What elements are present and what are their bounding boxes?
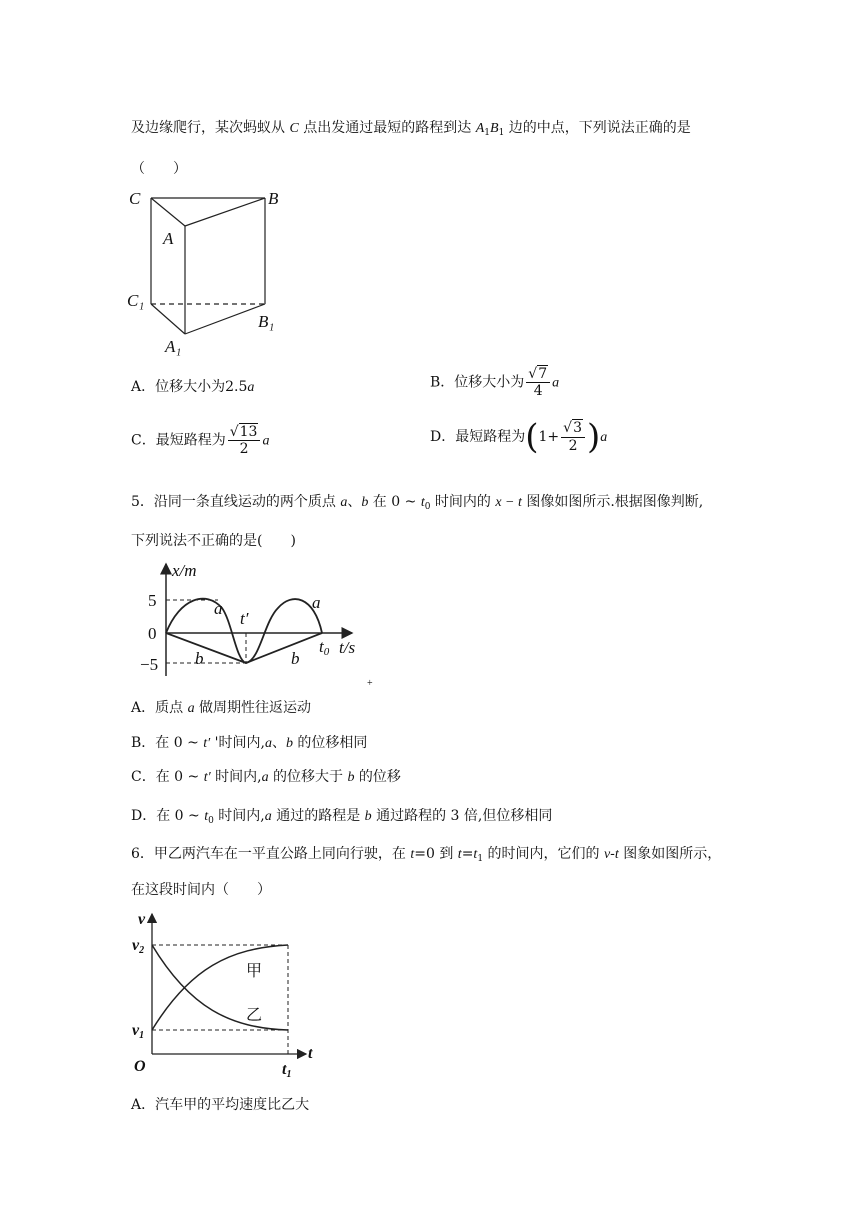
q6-stem-line1: 6．甲乙两汽车在一平直公路上同向行驶，在 t=0 到 $t=t_1$ 的时间内，它们的 v-t 图象如图所示， (131, 846, 722, 864)
edge-b1-label: B (490, 121, 499, 136)
vertex-a: A (163, 229, 174, 248)
v-axis-label: v (138, 911, 146, 928)
point-c-label: C (289, 121, 299, 136)
q5-option-a[interactable]: A．质点 a 做周期性往返运动 (131, 700, 312, 716)
edge-c1a1 (151, 304, 185, 334)
vertex-b: B (268, 189, 279, 208)
curve-b-label-2: b (291, 649, 300, 668)
curve-yi (152, 945, 288, 1030)
tick-t0: t0 (319, 637, 330, 658)
curve-b-label-1: b (195, 649, 204, 668)
vertex-a1: A₁ (165, 337, 182, 356)
stray-plus-mark: + (367, 678, 373, 688)
vt-graph (130, 908, 330, 1078)
fraction: $\frac{√3}{2}$ (561, 420, 585, 453)
curve-a-label-2: a (312, 593, 321, 612)
t-axis-label: t/s (339, 638, 356, 657)
q4-option-d[interactable]: D．最短路程为(1+ $\frac{√3}{2}$ )a (430, 417, 608, 457)
tick-neg5: −5 (140, 655, 159, 674)
xt-graph (140, 558, 380, 688)
edge-a1-label: A (475, 121, 485, 136)
q4-option-b[interactable]: B．位移大小为 $\frac{√7}{4}$ a (430, 366, 560, 400)
origin-label: O (134, 1058, 146, 1075)
q5-option-c[interactable]: C．在 0 ~ t′ 时间内,a 的位移大于 b 的位移 (131, 769, 401, 785)
q5-option-d[interactable]: D．在 0 ~ $t_0$ 时间内,a 通过的路程是 b 通过路程的 3 倍,但位移相同 (131, 808, 553, 826)
label-yi: 乙 (246, 1007, 263, 1024)
q4-option-a[interactable]: A．位移大小为2.5a (131, 379, 255, 395)
q4-option-c[interactable]: C．最短路程为 $\frac{√13}{2}$ a (131, 424, 270, 458)
tick-v2: v2 (132, 937, 145, 956)
tick-5: 5 (148, 591, 157, 610)
vertex-c1: C₁ (127, 291, 145, 310)
curve-a-label-1: a (214, 599, 223, 618)
vertex-c: C (129, 189, 141, 208)
edge-a1b1 (185, 304, 265, 334)
tick-v1: v1 (132, 1022, 145, 1041)
tick-tprime: t′ (240, 609, 249, 628)
edge-ab (185, 198, 265, 226)
q5-stem-line1: 5．沿同一条直线运动的两个质点 a、b 在 0 ~ $t_0$ 时间内的 x − t 图像如图所示.根据图像判断, (131, 494, 704, 512)
t-axis-label: t (308, 1045, 313, 1062)
q5-stem-line2: 下列说法不正确的是( ) (131, 533, 296, 549)
fraction: $\frac{√13}{2}$ (228, 424, 261, 457)
tick-t1: t1 (282, 1061, 292, 1078)
vertex-b1: B₁ (258, 312, 275, 331)
q5-option-b[interactable]: B．在 0 ~ t′ '时间内,a、b 的位移相同 (131, 735, 368, 751)
y-axis-label: x/m (172, 561, 197, 580)
q6-stem-line2: 在这段时间内（ ） (131, 882, 271, 898)
prism-figure (125, 182, 295, 362)
tick-0: 0 (148, 624, 157, 643)
curve-jia (152, 945, 288, 1030)
q6-option-a[interactable]: A．汽车甲的平均速度比乙大 (131, 1097, 310, 1113)
fraction: $\frac{√7}{4}$ (526, 366, 550, 399)
q4-answer-bracket: （ ） (131, 161, 187, 177)
q4-stem-line1: 及边缘爬行，某次蚂蚁从 C 点出发通过最短的路程到达 $A_1B_1$ 边的中点，下列说法正确的是 (131, 120, 691, 138)
label-jia: 甲 (246, 963, 263, 980)
edge-ca (151, 198, 185, 226)
